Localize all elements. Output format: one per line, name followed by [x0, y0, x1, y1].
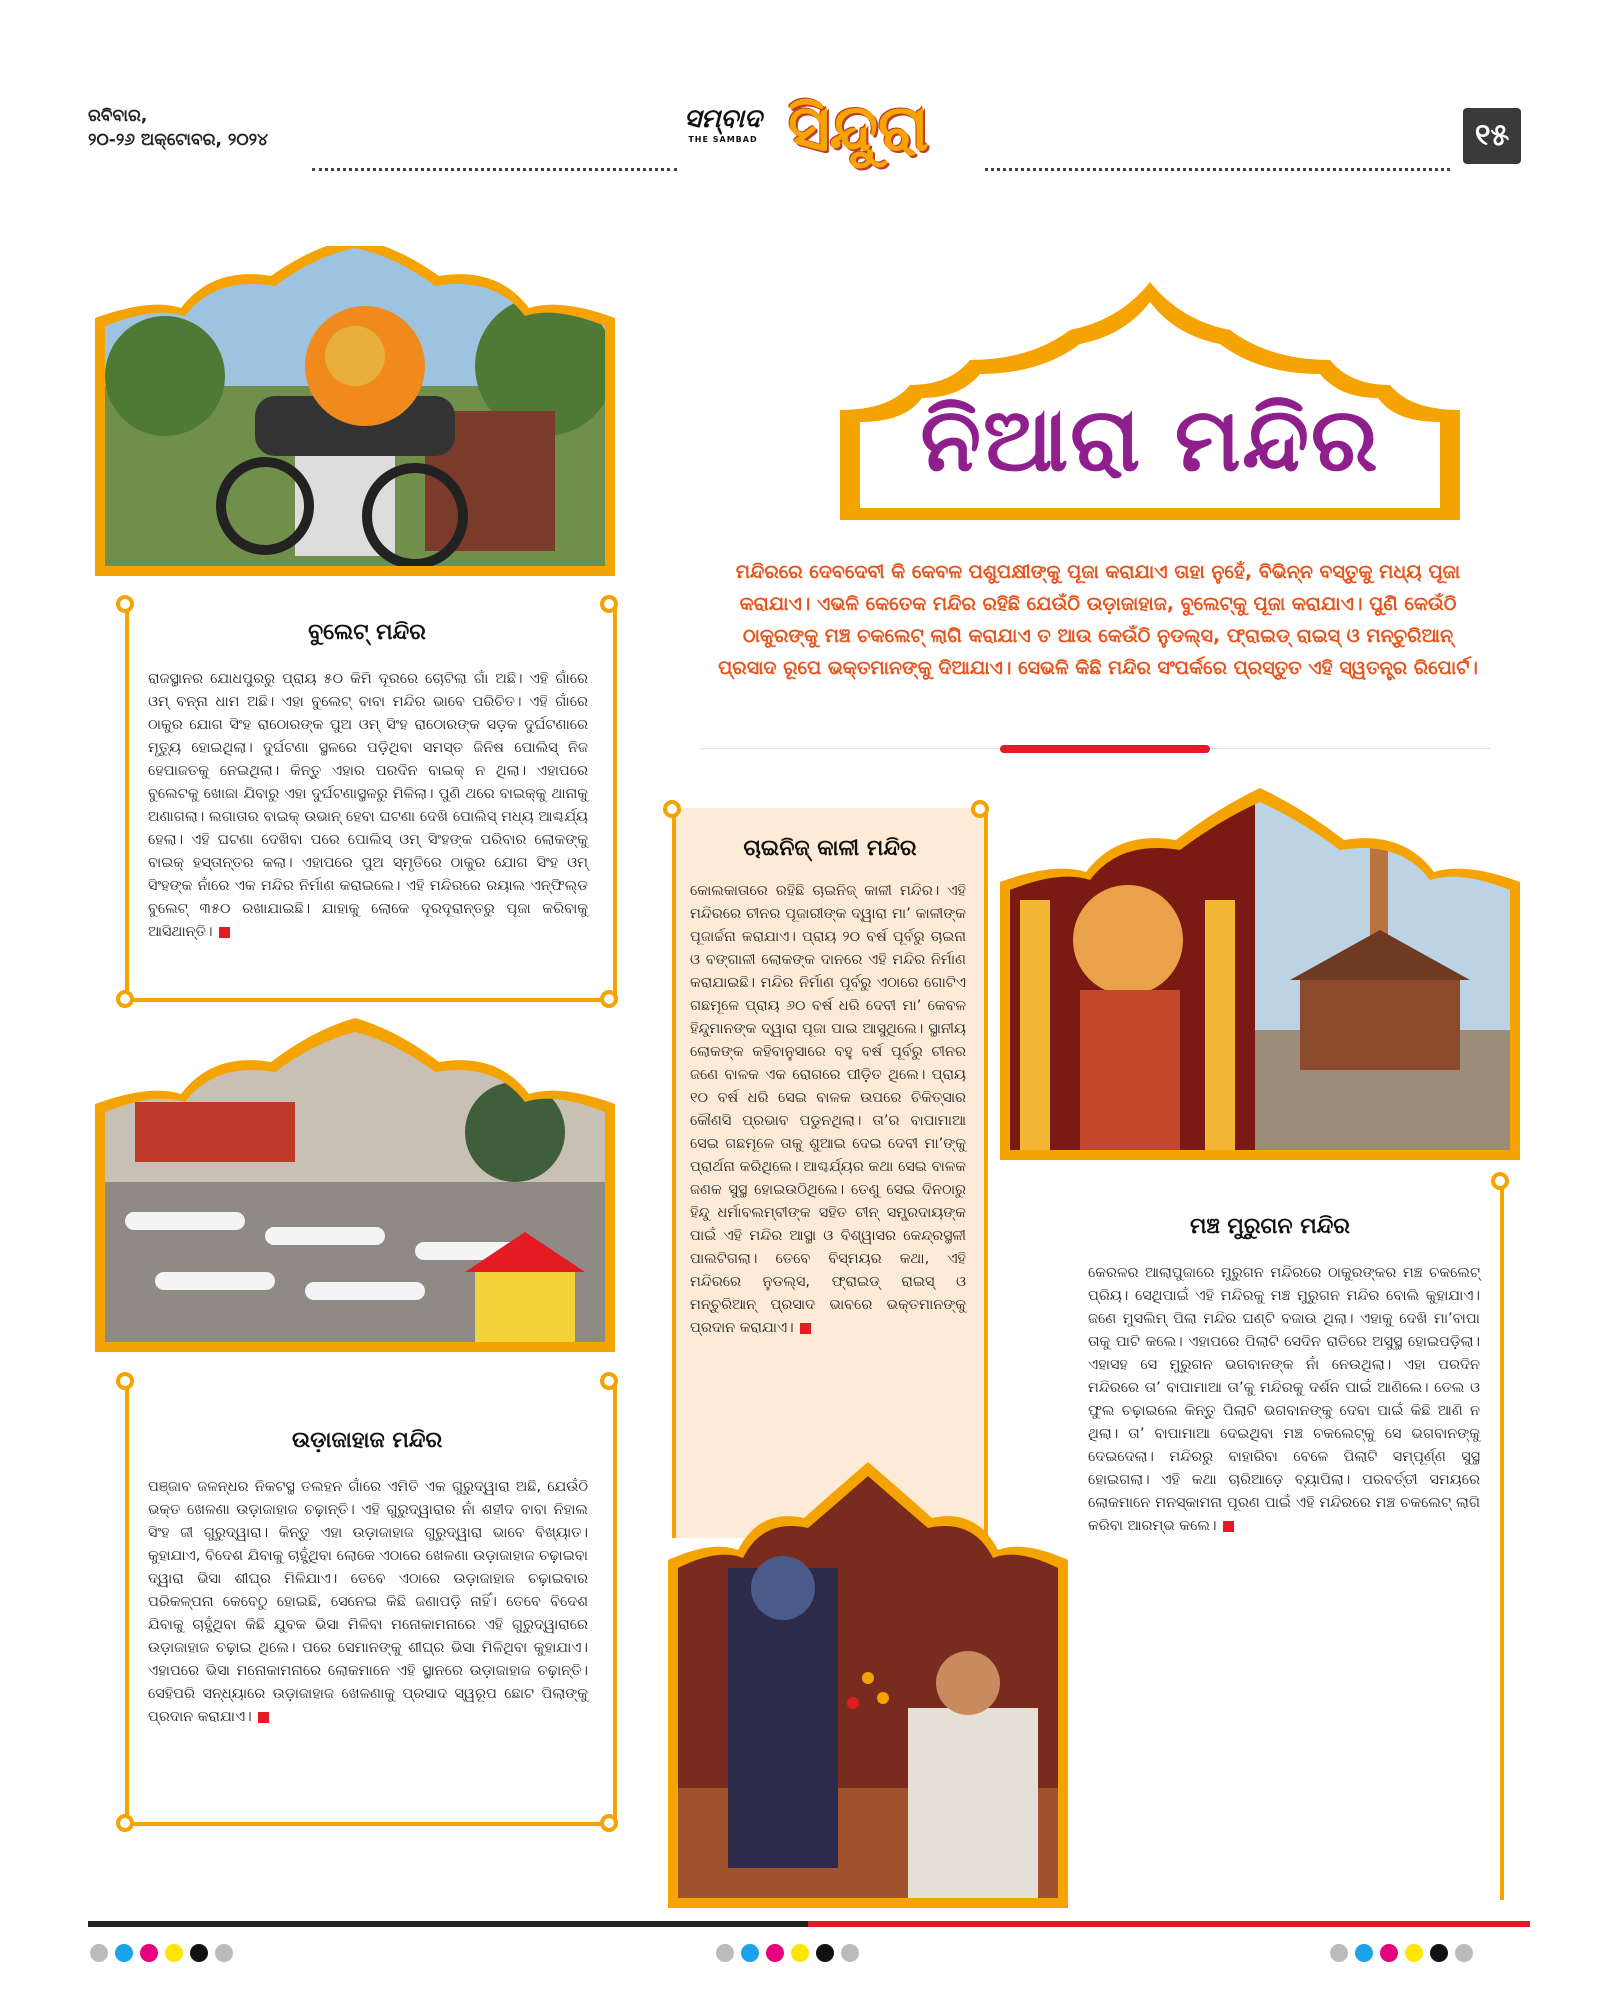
- aeroplane-body-text: ପଞ୍ଜାବ ଜଳନ୍ଧର ନିକଟସ୍ଥ ତଲହନ ଗାଁରେ ଏମିତି ଏକ ଗୁରୁଦ୍ୱାରା ଅଛି, ଯେଉଁଠି ଭକ୍ତ ଖେଳଣା ଉଡ଼ାଜାହାଜ ଚଢ଼ାନ୍ତି। ଏହି ଗୁରୁଦ୍ୱାରାର ନାଁ ଶହୀଦ ବାବା ନିହାଲ ସିଂହ ଜୀ ଗୁରୁଦ୍ୱାରା। କିନ୍ତୁ ଏହା ଉଡ଼ାଜାହାଜ ଗୁରୁଦ୍ୱାରା ଭାବେ ବିଖ୍ୟାତ। କୁହାଯାଏ, ବିଦେଶ ଯିବାକୁ ଚାହୁଁଥିବା ଲୋକେ ଏଠାରେ ଖେଳଣା ଉଡ଼ାଜାହାଜ ଚଢ଼ାଇବା ଦ୍ୱାରା ଭିସା ଶୀଘ୍ର ମିଳିଯାଏ। ତେବେ ଏଠାରେ ଉଡ଼ାଜାହାଜ ଚଢ଼ାଇବାର ପରିକଳ୍ପନା କେବେଠୁ ହୋଇଛି, ସେନେଇ କିଛି ଜଣାପଡ଼ି ନାହିଁ। ତେବେ ବିଦେଶ ଯିବାକୁ ଚାହୁଁଥିବା କିଛି ଯୁବକ ଭିସା ମିଳିବା ମନୋକାମନାରେ ଏହି ଗୁରୁଦ୍ୱାରାରେ ଉଡ଼ାଜାହାଜ ଚଢ଼ାଇ ଥିଲେ। ପରେ ସେମାନଙ୍କୁ ଶୀଘ୍ର ଭିସା ମିଳିଥିବା କୁହାଯାଏ। ଏହାପରେ ଭିସା ମନୋକାମନାରେ ଲୋକମାନେ ଏହି ସ୍ଥାନରେ ଉଡ଼ାଜାହାଜ ଚଢ଼ାନ୍ତି। ସେହିପରି ସନ୍ଧ୍ୟାରେ ଉଡ଼ାଜାହାଜ ଖେଳଣାକୁ ପ୍ରସାଦ ସ୍ୱରୂପ ଛୋଟ ପିଲାଙ୍କୁ ପ୍ରଦାନ କରାଯାଏ।: [148, 1479, 588, 1725]
- frame-ring: [1491, 1172, 1509, 1190]
- bullet-body: [148, 668, 588, 944]
- registration-dot: [1380, 1944, 1398, 1962]
- issue-day: ରବିବାର,: [88, 106, 148, 126]
- murugan-body-text: କେରଳର ଆଲାପୁଜାରେ ମୁରୁଗନ ମନ୍ଦିରରେ ଠାକୁରଙ୍କର ମଞ୍ଚ ଚକଲେଟ୍ ପ୍ରିୟ। ସେଥିପାଇଁ ଏହି ମନ୍ଦିରକୁ ମଞ୍ଚ ମୁରୁଗନ ମନ୍ଦିର ବୋଲି କୁହାଯାଏ। ଜଣେ ମୁସଲିମ୍ ପିଲା ମନ୍ଦିର ଘଣ୍ଟି ବଜାଉ ଥିଲା। ଏହାକୁ ଦେଖି ମା’ବାପା ତାକୁ ପାଟି କଲେ। ଏହାପରେ ପିଲାଟି ସେଦିନ ରାତିରେ ଅସୁସ୍ଥ ହୋଇପଡ଼ିଲା। ଏହାସହ ସେ ମୁରୁଗନ ଭଗବାନଙ୍କ ନାଁ ନେଉଥିଲା। ଏହା ପରଦିନ ମନ୍ଦିରରେ ତା’ ବାପାମାଆ ତା’କୁ ମନ୍ଦିରକୁ ଦର୍ଶନ ପାଇଁ ଆଣିଲେ। ତେଲ ଓ ଫୁଲ ଚଢ଼ାଇଲେ କିନ୍ତୁ ପିଲାଟି ଭଗବାନଙ୍କୁ ଦେବା ପାଇଁ କିଛି ଆଣି ନ ଥିଲା। ତା’ ବାପାମାଆ ଦେଇଥିବା ମଞ୍ଚ ଚକଲେଟ୍‌କୁ ସେ ଭଗବାନଙ୍କୁ ଦେଇଦେଲା। ମନ୍ଦିରରୁ ବାହାରିବା ବେଳେ ପିଲାଟି ସମ୍ପୂର୍ଣ୍ଣ ସୁସ୍ଥ ହୋଇଗଲା। ଏହି କଥା ଚାରିଆଡ଼େ ବ୍ୟାପିଲା। ପରବର୍ତ୍ତୀ ସମୟରେ ଲୋକମାନେ ମନସ୍କାମନା ପୂରଣ ପାଇଁ ଏହି ମନ୍ଦିରରେ ମଞ୍ଚ ଚକଲେଟ୍ ଲାଗି କରିବା ଆରମ୍ଭ କଲେ।: [1088, 1265, 1480, 1534]
- registration-dot: [90, 1944, 108, 1962]
- color-registration-left: [90, 1944, 233, 1962]
- intro-paragraph: ମନ୍ଦିରରେ ଦେବଦେବୀ କି କେବଳ ପଶୁପକ୍ଷୀଙ୍କୁ ପୂଜା କରାଯାଏ ତାହା ନୁହେଁ, ବିଭିନ୍ନ ବସ୍ତୁକୁ ମଧ୍ୟ ପୂଜା କରାଯାଏ। ଏଭଳି କେତେକ ମନ୍ଦିର ରହିଛି ଯେଉଁଠି ଉଡ଼ାଜାହାଜ, ବୁଲେଟ୍‌କୁ ପୂଜା କରାଯାଏ। ପୁଣି କେଉଁଠି ଠାକୁରଙ୍କୁ ମଞ୍ଚ ଚକଲେଟ୍ ଲାଗି କରାଯାଏ ତ ଆଉ କେଉଁଠି ନୁଡଲ୍ସ, ଫ୍ରାଇଡ୍ ରାଇସ୍ ଓ ମନ୍‌ଚୁରିଆନ୍ ପ୍ରସାଦ ରୂପେ ଭକ୍ତମାନଙ୍କୁ ଦିଆଯାଏ। ସେଭଳି କିଛି ମନ୍ଦିର ସଂପର୍କରେ ପ୍ରସ୍ତୁତ ଏହି ସ୍ୱତନ୍ତ୍ର ରିପୋର୍ଟ।: [718, 561, 1478, 679]
- header-rule-left: [312, 168, 677, 171]
- registration-dot: [1455, 1944, 1473, 1962]
- chinese-kali-body-text: କୋଲକାତାରେ ରହିଛି ଚାଇନିଜ୍ କାଳୀ ମନ୍ଦିର। ଏହି ମନ୍ଦିରରେ ଚୀନର ପୂଜାରୀଙ୍କ ଦ୍ୱାରା ମା’ କାଳୀଙ୍କ ପୂଜାର୍ଚ୍ଚନା କରାଯାଏ। ପ୍ରାୟ ୨୦ ବର୍ଷ ପୂର୍ବରୁ ଚାଇନା ଓ ବଙ୍ଗାଳୀ ଲୋକଙ୍କ ଦାନରେ ଏହି ମନ୍ଦିର ନିର୍ମାଣ କରାଯାଇଛି। ମନ୍ଦିର ନିର୍ମାଣ ପୂର୍ବରୁ ଏଠାରେ ଗୋଟିଏ ଗଛମୂଳେ ପ୍ରାୟ ୬୦ ବର୍ଷ ଧରି ଦେବୀ ମା’ କେବଳ ହିନ୍ଦୁମାନଙ୍କ ଦ୍ୱାରା ପୂଜା ପାଇ ଆସୁଥିଲେ। ସ୍ଥାନୀୟ ଲୋକଙ୍କ କହିବାନୁସାରେ ବହୁ ବର୍ଷ ପୂର୍ବରୁ ଚୀନର ଜଣେ ବାଳକ ଏକ ରୋଗରେ ପୀଡ଼ିତ ଥିଲେ। ପ୍ରାୟ ୧୦ ବର୍ଷ ଧରି ସେଇ ବାଳକ ଉପରେ ଚିକିତ୍ସାର କୌଣସି ପ୍ରଭାବ ପଡୁନଥିଲା। ତା’ର ବାପାମାଆ ସେଇ ଗଛମୂଳେ ତାକୁ ଶୁଆଇ ଦେଇ ଦେବୀ ମା’ଙ୍କୁ ପ୍ରାର୍ଥନା କରିଥିଲେ। ଆଶ୍ଚର୍ଯ୍ୟର କଥା ସେଇ ବାଳକ ଜଣକ ସୁସ୍ଥ ହୋଇଉଠିଥିଲେ। ତେଣୁ ସେଇ ଦିନଠାରୁ ହିନ୍ଦୁ ଧର୍ମାବଲମ୍ବୀଙ୍କ ସହିତ ଚୀନ୍ ସମ୍ପ୍ରଦାୟଙ୍କ ପାଇଁ ଏହି ମନ୍ଦିର ଆସ୍ଥା ଓ ବିଶ୍ୱାସର କେନ୍ଦ୍ରସ୍ଥଳୀ ପାଲଟିଗଲା। ତେବେ ବିସ୍ମୟର କଥା, ଏହି ମନ୍ଦିରରେ ନୁଡଲ୍ସ, ଫ୍ରାଇଡ୍ ରାଇସ୍ ଓ ମନ୍‌ଚୁରିଆନ୍ ପ୍ରସାଦ ଭାବରେ ଭକ୍ତମାନଙ୍କୁ ପ୍ରଦାନ କରାଯାଏ।: [690, 883, 966, 1336]
- intro-red-bar: [1000, 745, 1210, 753]
- registration-dot: [165, 1944, 183, 1962]
- registration-dot: [816, 1944, 834, 1962]
- aeroplane-temple-photo: [95, 1012, 615, 1352]
- registration-dot: [766, 1944, 784, 1962]
- end-mark: [1223, 1521, 1234, 1532]
- chinese-kali-heading: ଚାଇନିଜ୍ କାଳୀ ମନ୍ଦିର: [743, 836, 917, 861]
- murugan-body: [1088, 1262, 1480, 1538]
- registration-dot: [215, 1944, 233, 1962]
- registration-dot: [1430, 1944, 1448, 1962]
- frame-ring: [116, 990, 134, 1008]
- bullet-temple-photo: [95, 246, 615, 576]
- footer-rule-dark: [88, 1921, 808, 1927]
- aeroplane-heading: ଉଡ଼ାଜାହାଜ ମନ୍ଦିର: [291, 1428, 443, 1453]
- registration-dot: [190, 1944, 208, 1962]
- murugan-heading: ମଞ୍ଚ ମୁରୁଗନ ମନ୍ଦିର: [1190, 1214, 1350, 1239]
- frame-ring: [600, 1372, 618, 1390]
- brand-subtitle: THE SAMBAD: [688, 135, 758, 144]
- bullet-heading: ବୁଲେଟ୍ ମନ୍ଦିର: [308, 620, 426, 645]
- frame-ring: [663, 800, 681, 818]
- footer-rule-red: [808, 1921, 1530, 1927]
- registration-dot: [115, 1944, 133, 1962]
- color-registration-center: [716, 1944, 859, 1962]
- brand-logo: [684, 104, 762, 144]
- frame-ring: [116, 595, 134, 613]
- frame-ring: [600, 990, 618, 1008]
- header-rule-right: [985, 168, 1450, 171]
- registration-dot: [841, 1944, 859, 1962]
- end-mark: [258, 1712, 269, 1723]
- supplement-logo: ସିନ୍ଦୁରା: [788, 92, 929, 166]
- page-title: ନିଆରା ମନ୍ଦିର: [920, 388, 1380, 491]
- issue-date: [88, 104, 268, 152]
- registration-dot: [716, 1944, 734, 1962]
- end-mark: [800, 1323, 811, 1334]
- chinese-kali-body: [690, 880, 966, 1340]
- chinese-kali-photo: [668, 1458, 1068, 1908]
- frame-ring: [116, 1372, 134, 1390]
- registration-dot: [1405, 1944, 1423, 1962]
- registration-dot: [140, 1944, 158, 1962]
- frame-ring: [116, 1814, 134, 1832]
- registration-dot: [741, 1944, 759, 1962]
- registration-dot: [791, 1944, 809, 1962]
- color-registration-right: [1330, 1944, 1473, 1962]
- frame-ring: [971, 800, 989, 818]
- murugan-temple-photo: [1000, 780, 1520, 1160]
- page-number: ୧୫: [1463, 108, 1521, 164]
- aeroplane-body: [148, 1476, 588, 1729]
- brand-name: ସମ୍ବାଦ: [684, 104, 762, 134]
- end-mark: [219, 927, 230, 938]
- issue-date-range: ୨୦-୨୬ ଅକ୍ଟୋବର, ୨୦୨୪: [88, 130, 269, 150]
- registration-dot: [1355, 1944, 1373, 1962]
- frame-ring: [600, 1814, 618, 1832]
- registration-dot: [1330, 1944, 1348, 1962]
- frame-ring: [600, 595, 618, 613]
- bullet-body-text: ରାଜସ୍ଥାନର ଯୋଧପୁରରୁ ପ୍ରାୟ ୫୦ କିମି ଦୂରରେ ଚୋଟିଲା ଗାଁ ଅଛି। ଏହି ଗାଁରେ ଓମ୍ ବନ୍ନା ଧାମ ଅଛି। ଏହା ବୁଲେଟ୍ ବାବା ମନ୍ଦିର ଭାବେ ପରିଚିତ। ଏହି ଗାଁରେ ଠାକୁର ଯୋଗ ସିଂହ ରାଠୋରଙ୍କ ପୁଅ ଓମ୍ ସିଂହ ରାଠୋରଙ୍କ ସଡ଼କ ଦୁର୍ଘଟଣାରେ ମୃତ୍ୟୁ ହୋଇଥିଲା। ଦୁର୍ଘଟଣା ସ୍ଥଳରେ ପଡ଼ିଥିବା ସମସ୍ତ ଜିନିଷ ପୋଲିସ୍ ନିଜ ହେପାଜତକୁ ନେଇଥିଲା। କିନ୍ତୁ ଏହାର ପରଦିନ ବାଇକ୍ ନ ଥିଲା। ଏହାପରେ ବୁଲେଟକୁ ଖୋଜା ଯିବାରୁ ଏହା ଦୁର୍ଘଟଣାସ୍ଥଳରୁ ମିଳିଲା। ପୁଣି ଥରେ ବାଇକ୍‌କୁ ଥାନାକୁ ଅଣାଗଲା। ଲଗାତାର ବାଇକ୍ ଉଭାନ୍ ହେବା ଘଟଣା ଦେଖି ପୋଲିସ୍ ମଧ୍ୟ ଆଶ୍ଚର୍ଯ୍ୟ ହେଲା। ଏହି ଘଟଣା ଦେଖିବା ପରେ ପୋଲିସ୍ ଓମ୍ ସିଂହଙ୍କ ପରିବାର ଲୋକଙ୍କୁ ବାଇକ୍ ହସ୍ତାନ୍ତର କଲା। ଏହାପରେ ପୁଅ ସ୍ମୃତିରେ ଠାକୁର ଯୋଗ ସିଂହ ଓମ୍ ସିଂହଙ୍କ ନାଁରେ ଏକ ମନ୍ଦିର ନିର୍ମାଣ କରାଇଲେ। ଏହି ମନ୍ଦିରରେ ରୟାଲ ଏନ୍‌ଫିଲ୍ଡ ବୁଲେଟ୍ ୩୫୦ ରଖାଯାଇଛି। ଯାହାକୁ ଲୋକେ ଦୂରଦୂରାନ୍ତରୁ ପୂଜା କରିବାକୁ ଆସିଥାନ୍ତି।: [148, 671, 588, 940]
